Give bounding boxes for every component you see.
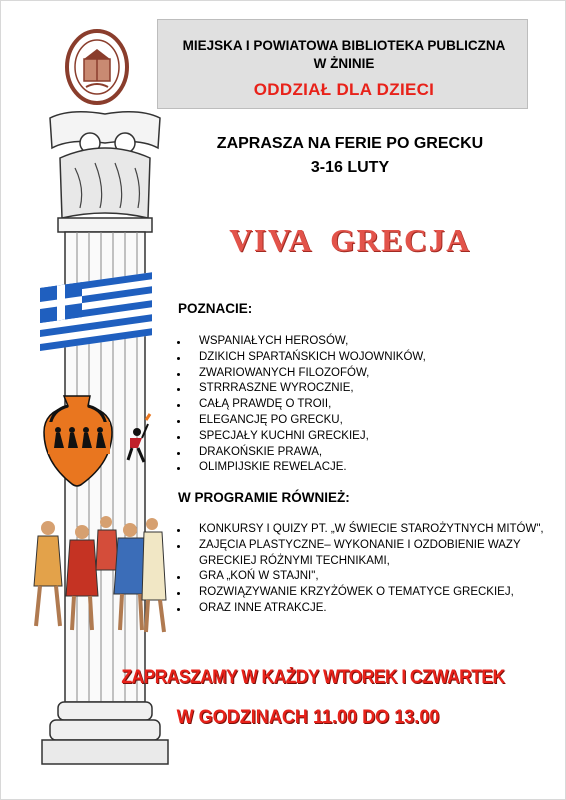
bullet-icon	[177, 373, 180, 376]
bullet-icon	[177, 608, 180, 611]
bullet-icon	[177, 452, 180, 455]
list-item-text: STRRRASZNE WYROCZNIE,	[199, 382, 354, 395]
bullet-icon	[177, 341, 180, 344]
list-item-text: DRAKOŃSKIE PRAWA,	[199, 445, 323, 458]
section1-title: POZNACIE:	[178, 301, 253, 316]
list-item	[177, 601, 547, 617]
list-item-text: ORAZ INNE ATRAKCJE.	[199, 601, 327, 614]
invite-line1: ZAPRASZA NA FERIE PO GRECKU	[216, 135, 484, 152]
bullet-icon	[177, 357, 180, 360]
list-item	[177, 429, 537, 445]
list-item-text: CAŁĄ PRAWDĘ O TROII,	[199, 398, 332, 411]
invite-dates: 3-16 LUTY	[310, 159, 390, 176]
list-item-text: GRECKIEJ RÓŻNYMI TECHNIKAMI,	[199, 554, 390, 567]
list-item	[177, 445, 537, 461]
bullet-icon	[177, 388, 180, 391]
list-item-text: KONKURSY I QUIZY PT. „W ŚWIECIE STAROŻYTNYCH MITÓW",	[199, 523, 544, 535]
list-item-text: ZWARIOWANYCH FILOZOFÓW,	[199, 366, 370, 379]
headline: VIVA GRECJA	[229, 222, 471, 258]
section1-list	[177, 334, 537, 476]
department-title: ODDZIAŁ DLA DZIECI	[253, 80, 435, 99]
section2-list	[177, 522, 547, 617]
bullet-icon	[177, 545, 180, 548]
list-item	[177, 585, 547, 601]
list-item	[177, 538, 547, 554]
bullet-icon	[177, 436, 180, 439]
list-item-text: ZAJĘCIA PLASTYCZNE– WYKONANIE I OZDOBIENIE WAZY	[199, 538, 521, 551]
list-item	[177, 413, 537, 429]
bullet-icon	[177, 529, 180, 532]
schedule-hours: W GODZINACH 11.00 DO 13.00	[176, 707, 440, 728]
list-item-text: OLIMPIJSKIE REWELACJE.	[199, 461, 347, 474]
list-item-text: WSPANIAŁYCH HEROSÓW,	[199, 335, 349, 347]
section2-title: W PROGRAMIE RÓWNIEŻ:	[178, 490, 350, 505]
greek-flag-icon	[40, 268, 155, 352]
list-item	[177, 381, 537, 397]
list-item	[177, 554, 547, 570]
library-seal-icon	[62, 27, 132, 107]
list-item-text: GRA „KOŃ W STAJNI",	[199, 570, 319, 583]
list-item	[177, 460, 537, 476]
greek-amphora-icon	[42, 392, 152, 492]
bullet-icon	[177, 467, 180, 470]
list-item-text: DZIKICH SPARTAŃSKICH WOJOWNIKÓW,	[199, 350, 426, 363]
list-item	[177, 366, 537, 382]
list-item	[177, 397, 537, 413]
bullet-icon	[177, 576, 180, 579]
org-name-line2: W ŻNINIE	[313, 56, 375, 71]
org-name-line1: MIEJSKA I POWIATOWA BIBLIOTEKA PUBLICZNA	[182, 38, 506, 53]
list-item-text: ELEGANCJĘ PO GRECKU,	[199, 413, 343, 426]
list-item	[177, 522, 547, 538]
list-item	[177, 350, 537, 366]
ancient-greeks-icon	[26, 510, 171, 645]
list-item	[177, 334, 537, 350]
schedule-days: ZAPRASZAMY W KAŻDY WTOREK I CZWARTEK	[121, 667, 505, 688]
list-item-text: SPECJAŁY KUCHNI GRECKIEJ,	[199, 429, 369, 442]
bullet-icon	[177, 420, 180, 423]
list-item-text: ROZWIĄZYWANIE KRZYŻÓWEK O TEMATYCE GRECKIEJ,	[199, 586, 514, 599]
bullet-icon	[177, 404, 180, 407]
list-item	[177, 569, 547, 585]
bullet-icon	[177, 592, 180, 595]
